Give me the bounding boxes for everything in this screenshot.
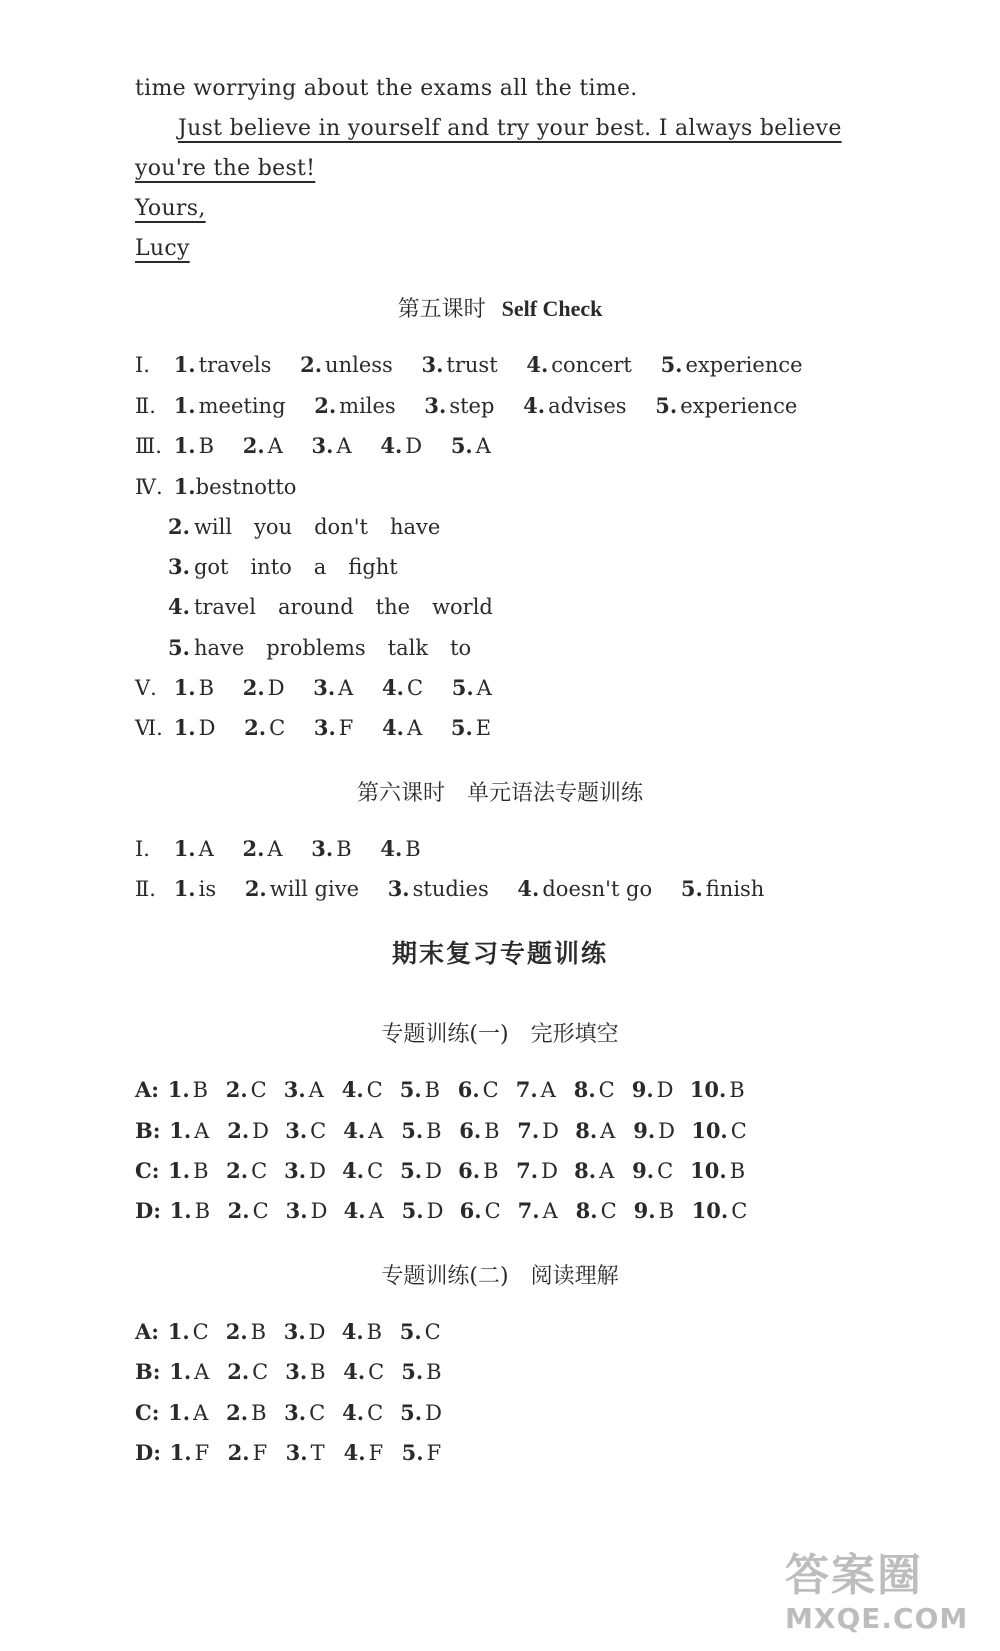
sec5-row-4: Ⅳ. 1.bestnotto [135,474,297,499]
answer-item: 3. step [424,393,495,418]
row-label: Ⅳ. [135,475,163,499]
answer-item: 2. A [242,433,283,458]
letter-signature: Lucy [135,236,190,261]
topic-1-title-2: 完形填空 [530,1022,619,1047]
t1-row-A: A: 1. B 2. C 3. A 4. C 5. B 6. C 7. A 8. C 9. D 10. B [135,1077,745,1102]
t1-row-D: D: 1. B 2. C 3. D 4. A 5. D 6. C 7. A 8. C 9. B 10. C [135,1198,748,1223]
answer-item: 2. C [244,715,286,740]
topic-2-title-2: 阅读理解 [530,1264,619,1289]
letter-closing: Yours, [135,196,206,221]
sec5-row-1 [135,352,825,377]
answer-item: 2. unless [300,352,393,377]
answer-item: 2. D [242,675,285,700]
sec5-row-4-item-3: 3. got into a fight [168,554,398,579]
row-label: Ⅵ. [135,716,163,740]
answer-item: 2. miles [314,393,396,418]
answer-item: 4. advises [523,393,627,418]
answer-item: 3. A [313,675,354,700]
answer-item: 5. finish [680,876,765,901]
row-label: Ⅱ. [135,394,156,418]
t2-row-A: A: 1. C 2. B 3. D 4. B 5. C [135,1319,441,1344]
answer-item: 5. E [450,715,492,740]
answer-item: 1. travels [173,352,272,377]
topic-1-title: 专题训练(一) [381,1022,509,1047]
row-label: Ⅴ. [135,676,157,700]
answer-item: 1. D [173,715,216,740]
answer-item: 3. F [313,715,354,740]
row-label: Ⅰ. [135,837,150,861]
section-5-heading [0,292,1000,323]
answer-item: 1. meeting [173,393,286,418]
row-label: Ⅲ. [135,434,162,458]
letter-line-1: time worrying about the exams all the time. [135,76,638,101]
answer-item: 4. concert [526,352,632,377]
answer-item: 4. doesn't go [517,876,653,901]
answer-item: 5. experience [655,393,798,418]
section-6-heading [0,776,1000,807]
letter-line-3: you're the best! [135,156,316,181]
topic-2-title: 专题训练(二) [381,1264,509,1289]
answer-item: 5. experience [660,352,803,377]
answer-item: 4. A [382,715,423,740]
final-review-title: 期末复习专题训练 [391,939,608,968]
t2-row-B: B: 1. A 2. C 3. B 4. C 5. B [135,1359,442,1384]
sec5-row-5 [135,675,514,700]
topic-1-heading [0,1017,1000,1048]
sec5-row-3 [135,433,513,458]
answer-item: 4. C [382,675,424,700]
answer-item: 5. A [451,675,492,700]
sec5-row-4-item-5: 5. have problems talk to [168,635,472,660]
t2-row-C: C: 1. A 2. B 3. C 4. C 5. D [135,1400,442,1425]
answer-item: 5. A [450,433,491,458]
sec5-row-2 [135,393,819,418]
answer-item: 4. D [380,433,423,458]
answer-item: 3. trust [421,352,498,377]
section-5-title: 第五课时 [397,297,486,322]
row-label: Ⅱ. [135,877,156,901]
row-label: Ⅰ. [135,353,150,377]
sec6-row-1 [135,836,443,861]
sec5-row-4-item-4: 4. travel around the world [168,594,493,619]
answer-item: 2. will give [244,876,359,901]
answer-item: 2. A [242,836,283,861]
t1-row-C: C: 1. B 2. C 3. D 4. C 5. D 6. B 7. D 8. A 9. C 10. B [135,1158,746,1183]
sec5-row-4-item-2: 2. will you don't have [168,514,441,539]
answer-item: 1. A [173,836,214,861]
answer-item: 4. B [380,836,421,861]
section-5-title-en: Self Check [501,296,603,321]
answer-item: 1. is [173,876,217,901]
answer-item: 3. A [311,433,352,458]
sec6-row-2 [135,876,786,901]
answer-item: 1. B [173,433,215,458]
sec5-row-6 [135,715,513,740]
watermark-logo-icon: 答案圈 MXQE.COM [785,1550,969,1635]
letter-line-2: Just believe in yourself and try your best. I always believe [178,116,842,141]
answer-item: 3. studies [387,876,489,901]
t1-row-B: B: 1. A 2. D 3. C 4. A 5. B 6. B 7. D 8. A 9. D 10. C [135,1118,747,1143]
answer-item: 3. B [311,836,352,861]
topic-2-heading [0,1259,1000,1290]
t2-row-D: D: 1. F 2. F 3. T 4. F 5. F [135,1440,442,1465]
answer-item: 1. B [173,675,215,700]
section-6-title-2: 单元语法专题训练 [467,781,644,806]
section-6-title: 第六课时 [356,781,445,806]
